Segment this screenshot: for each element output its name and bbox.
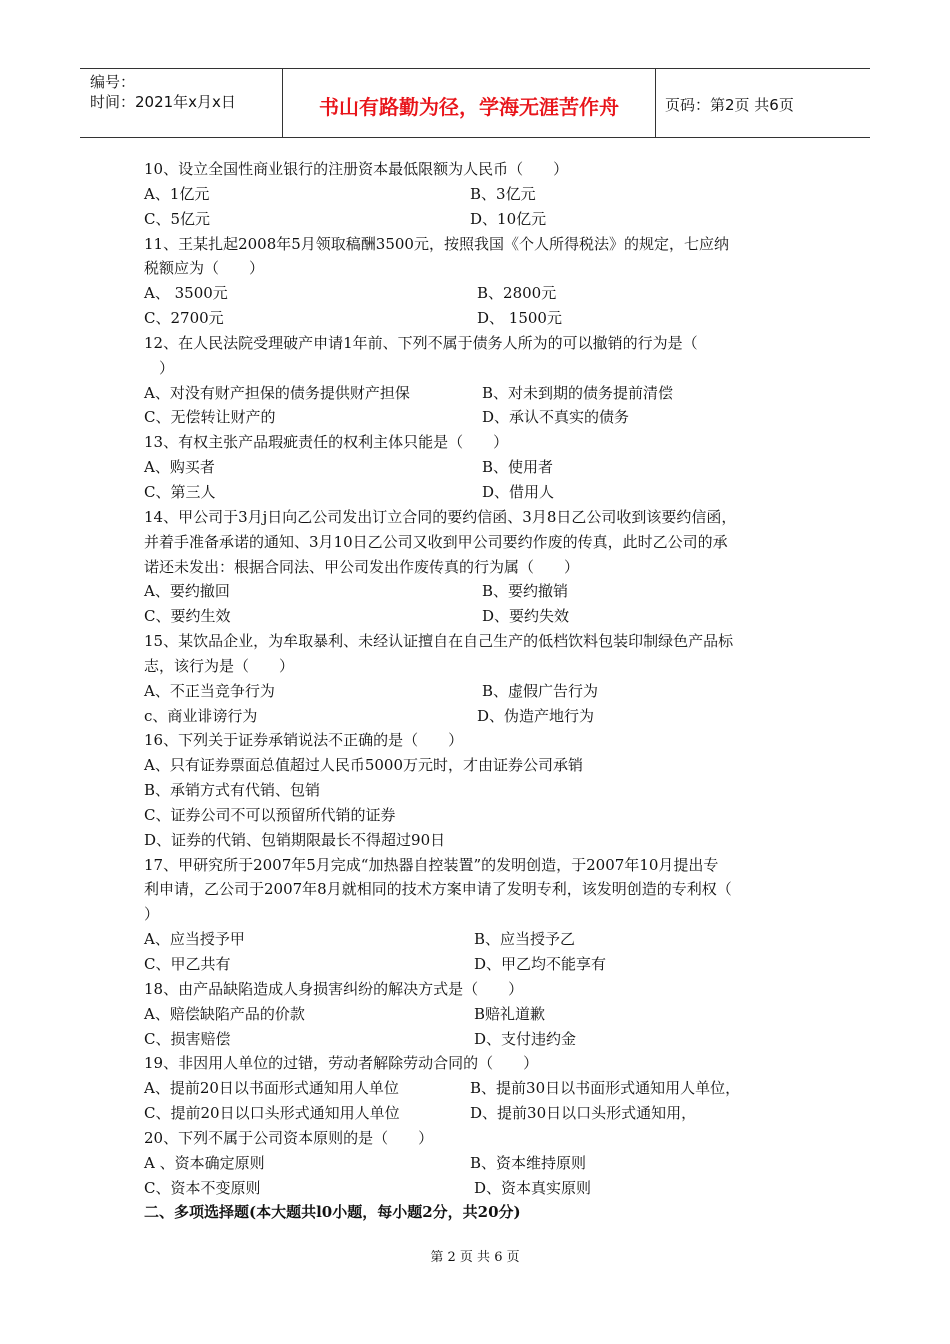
line-text: A 、资本确定原则 <box>144 1153 265 1172</box>
line-text: A、要约撤回 <box>144 582 230 601</box>
header-left-cell <box>80 69 282 137</box>
line-text: C、资本不变原则 <box>144 1178 261 1197</box>
line-text: C、5亿元 <box>144 209 211 228</box>
text-line <box>144 1027 814 1052</box>
text-line <box>144 579 814 604</box>
text-line <box>144 803 814 828</box>
text-line <box>144 555 814 580</box>
line-text: 利申请，乙公司于2007年8月就相同的技术方案申请了发明专利，该发明创造的专利权（ <box>144 880 732 899</box>
text-line <box>144 232 814 257</box>
text-line <box>144 1051 814 1076</box>
text-line <box>144 1126 814 1151</box>
line-text: ） <box>144 358 175 377</box>
text-line <box>144 157 814 182</box>
line-text: A、应当授予甲 <box>144 930 245 949</box>
page-code: 页码：第2页 共6页 <box>665 96 794 114</box>
line-text: C、第三人 <box>144 482 216 501</box>
line-text: 18、由产品缺陷造成人身损害纠纷的解决方式是（ ） <box>144 979 524 998</box>
document-number-label: 编号： <box>90 73 136 91</box>
text-line <box>144 778 814 803</box>
option-right: D、提前30日以口头形式通知用， <box>470 1104 697 1123</box>
line-text: C、证券公司不可以预留所代销的证券 <box>144 805 396 824</box>
text-line <box>144 256 814 281</box>
document-date: 时间：2021年x月x日 <box>90 93 236 111</box>
exam-questions <box>144 157 814 1225</box>
option-right: B、要约撤销 <box>482 582 569 601</box>
line-text: D、证券的代销、包销期限最长不得超过90日 <box>144 830 446 849</box>
line-text: 20、下列不属于公司资本原则的是（ ） <box>144 1128 434 1147</box>
line-text: 15、某饮品企业，为牟取暴利、未经认证擅自在自己生产的低档饮料包装印制绿色产品标 <box>144 632 734 651</box>
option-right: B、3亿元 <box>470 184 536 203</box>
text-line <box>144 902 814 927</box>
line-text: 二、多项选择题(本大题共l0小题，每小题2分，共20分) <box>144 1203 521 1222</box>
text-line <box>144 430 814 455</box>
option-right: D、借用人 <box>482 482 555 501</box>
text-line <box>144 828 814 853</box>
text-line <box>144 604 814 629</box>
line-text: B、承销方式有代销、包销 <box>144 781 321 800</box>
line-text: 17、甲研究所于2007年5月完成“加热器自控装置”的发明创造，于2007年10月提出专 <box>144 855 719 874</box>
text-line <box>144 480 814 505</box>
text-line <box>144 1200 814 1225</box>
line-text: ） <box>144 905 160 924</box>
option-right: D、甲乙均不能享有 <box>474 955 607 973</box>
text-line <box>144 381 814 406</box>
line-text: A、提前20日以书面形式通知用人单位 <box>144 1079 399 1098</box>
text-line <box>144 654 814 679</box>
text-line <box>144 207 814 232</box>
option-right: D、支付违约金 <box>474 1029 577 1048</box>
text-line <box>144 405 814 430</box>
line-text: 14、甲公司于3月j日向乙公司发出订立合同的要约信函、3月8日乙公司收到该要约信函， <box>144 507 737 526</box>
text-line <box>144 1151 814 1176</box>
text-line <box>144 306 814 331</box>
line-text: C、无偿转让财产的 <box>144 408 276 427</box>
text-line <box>144 331 814 356</box>
text-line <box>144 728 814 753</box>
option-right: D、承认不真实的债务 <box>482 408 630 427</box>
text-line <box>144 281 814 306</box>
text-line <box>144 1002 814 1027</box>
option-right: B、2800元 <box>477 284 557 303</box>
page-header <box>80 68 870 138</box>
text-line <box>144 877 814 902</box>
header-right-cell <box>655 69 870 137</box>
text-line <box>144 356 814 381</box>
text-line <box>144 530 814 555</box>
line-text: A、只有证券票面总值超过人民币5000万元时，才由证券公司承销 <box>144 756 584 775</box>
line-text: 10、设立全国性商业银行的注册资本最低限额为人民币（ ） <box>144 160 569 178</box>
page-footer: 第 2 页 共 6 页 <box>430 1250 520 1265</box>
option-right: B、虚假广告行为 <box>482 681 599 700</box>
text-line <box>144 753 814 778</box>
option-right: D、10亿元 <box>470 209 547 228</box>
line-text: C、提前20日以口头形式通知用人单位 <box>144 1104 400 1123</box>
text-line <box>144 505 814 530</box>
text-line <box>144 455 814 480</box>
option-right: D、 1500元 <box>477 309 562 328</box>
option-right: B、对未到期的债务提前清偿 <box>482 383 674 402</box>
line-text: 志，该行为是（ ） <box>144 656 295 675</box>
line-text: c、商业诽谤行为 <box>144 706 258 725</box>
line-text: 19、非因用人单位的过错，劳动者解除劳动合同的（ ） <box>144 1054 539 1073</box>
option-right: D、资本真实原则 <box>474 1178 592 1197</box>
line-text: 16、下列关于证券承销说法不正确的是（ ） <box>144 731 464 750</box>
line-text: 11、王某扎起2008年5月领取稿酬3500元，按照我国《个人所得税法》的规定，七应纳 <box>144 234 729 253</box>
line-text: A、不正当竞争行为 <box>144 681 275 700</box>
line-text: A、 3500元 <box>144 284 228 303</box>
line-text: C、损害赔偿 <box>144 1029 231 1048</box>
option-right: B、提前30日以书面形式通知用人单位， <box>470 1079 741 1098</box>
option-right: B、使用者 <box>482 458 554 477</box>
line-text: C、2700元 <box>144 309 224 328</box>
line-text: C、甲乙共有 <box>144 955 231 973</box>
text-line <box>144 927 814 952</box>
line-text: 诺还未发出：根据合同法、甲公司发出作废传真的行为属（ ） <box>144 557 580 576</box>
text-line <box>144 679 814 704</box>
text-line <box>144 1076 814 1101</box>
text-line <box>144 182 814 207</box>
header-middle-cell <box>282 69 656 137</box>
line-text: A、购买者 <box>144 458 215 477</box>
text-line <box>144 1101 814 1126</box>
header-motto: 书山有路勤为径，学海无涯苦作舟 <box>319 95 619 119</box>
line-text: A、对没有财产担保的债务提供财产担保 <box>144 383 410 402</box>
line-text: 12、在人民法院受理破产申请1年前、下列不属于债务人所为的可以撤销的行为是（ <box>144 333 698 352</box>
option-right: D、要约失效 <box>482 607 570 626</box>
text-line <box>144 629 814 654</box>
option-right: B、应当授予乙 <box>474 930 576 949</box>
text-line <box>144 1176 814 1201</box>
line-text: 并着手准备承诺的通知、3月10日乙公司又收到甲公司要约作废的传真，此时乙公司的承 <box>144 532 728 551</box>
line-text: A、1亿元 <box>144 184 210 203</box>
option-right: D、伪造产地行为 <box>477 706 595 725</box>
line-text: 税额应为（ ） <box>144 259 265 278</box>
text-line <box>144 977 814 1002</box>
text-line <box>144 853 814 878</box>
option-right: B赔礼道歉 <box>474 1004 546 1023</box>
text-line <box>144 952 814 977</box>
text-line <box>144 704 814 729</box>
option-right: B、资本维持原则 <box>470 1153 587 1172</box>
line-text: 13、有权主张产品瑕疵责任的权利主体只能是（ ） <box>144 433 509 452</box>
line-text: C、要约生效 <box>144 607 231 626</box>
line-text: A、赔偿缺陷产品的价款 <box>144 1004 305 1023</box>
